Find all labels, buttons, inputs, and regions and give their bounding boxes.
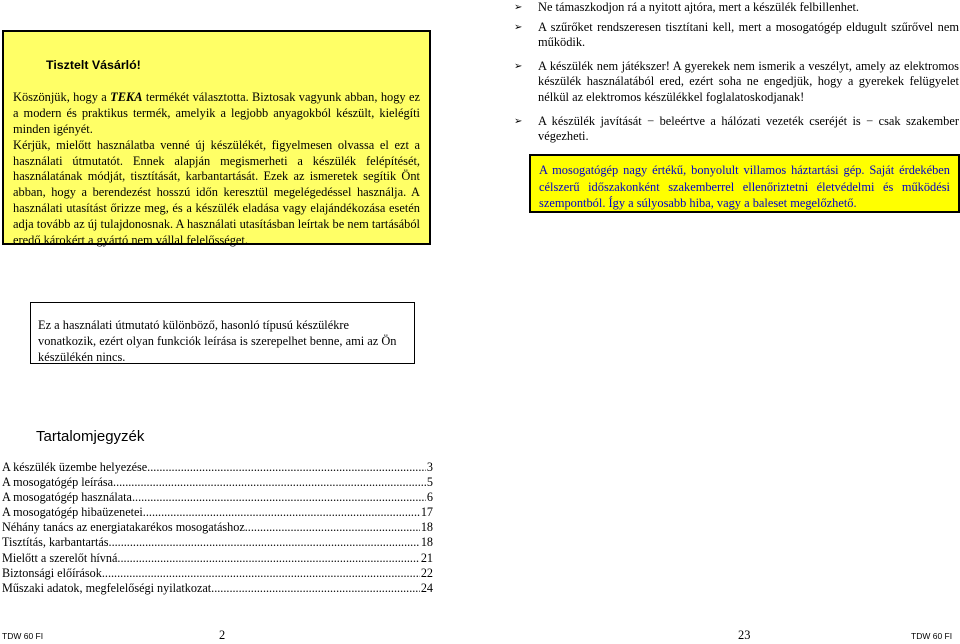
toc-entry-label: Biztonsági előírások xyxy=(2,565,102,580)
bullet-item xyxy=(514,59,959,106)
bullet-item xyxy=(514,0,959,16)
toc-leader-dots xyxy=(143,505,420,520)
toc-entry[interactable] xyxy=(2,520,433,535)
toc-entry-page: 18 xyxy=(420,520,433,535)
toc-entry-label: Műszaki adatok, megfelelőségi nyilatkozat xyxy=(2,580,212,595)
arrow-bullet-icon: ➢ xyxy=(514,60,523,72)
toc-leader-dots xyxy=(109,535,420,550)
toc-leader-dots xyxy=(132,490,426,505)
toc-entry[interactable] xyxy=(2,566,433,581)
toc-entry-label: Néhány tanács az energiatakarékos mosogatáshoz xyxy=(2,520,245,535)
toc-entry[interactable] xyxy=(2,475,433,490)
notice-p1-after: termékét választotta. Biztosak vagyunk abban, hogy ez a modern és praktikus termék, amelyik a legjobb anyagokból készült, kielégíti minden igényét. xyxy=(13,89,420,136)
bullet-text: A készülék nem játékszer! A gyerekek nem ismerik a veszélyt, amely az elektromos készülék használatából ered, ezért soha ne engedjük, hogy a gyerekek felügyelet nélkül az elektromos készülékkel foglalatoskodjanak! xyxy=(538,58,959,104)
toc-entry-label: Mielőtt a szerelőt hívná xyxy=(2,550,118,565)
toc-entry-label: A mosogatógép leírása xyxy=(2,475,114,490)
toc-entry-page: 6 xyxy=(426,490,433,505)
toc-entry-page: 17 xyxy=(420,505,433,520)
safety-bullet-list xyxy=(514,0,959,149)
brand-name: TEKA xyxy=(110,89,143,104)
toc-entry-label: A mosogatógép használata xyxy=(2,490,132,505)
page-number-left: 2 xyxy=(219,628,226,642)
toc-leader-dots xyxy=(147,460,426,475)
notice-p1-before: Köszönjük, hogy a xyxy=(13,89,111,104)
footer-right-model: TDW 60 FI xyxy=(911,631,953,641)
maintenance-warning-box xyxy=(529,154,960,213)
toc-entry-page: 5 xyxy=(426,475,433,490)
toc-leader-dots xyxy=(245,520,420,535)
bullet-text: A szűrőket rendszeresen tisztítani kell, mert a mosogatógép eldugult szűrővel nem működik. xyxy=(538,19,959,50)
arrow-bullet-icon: ➢ xyxy=(514,115,523,127)
manual-scope-note xyxy=(30,302,415,364)
welcome-notice-box xyxy=(2,30,431,248)
toc-leader-dots xyxy=(211,581,420,596)
toc-entry-page: 24 xyxy=(420,580,433,595)
toc-entry-page: 21 xyxy=(420,550,433,565)
bullet-text: Ne támaszkodjon rá a nyitott ajtóra, mert a készülék felbillenhet. xyxy=(538,0,860,14)
toc-leader-dots xyxy=(102,566,420,581)
toc-leader-dots xyxy=(117,551,419,566)
notice-paragraph-1 xyxy=(13,90,420,138)
toc-entry-label: A készülék üzembe helyezése xyxy=(2,460,148,474)
toc-entry-page: 18 xyxy=(420,535,433,550)
toc-entry[interactable] xyxy=(2,490,433,505)
toc-entry[interactable] xyxy=(2,551,433,566)
toc-entry[interactable] xyxy=(2,460,433,475)
toc-entry-label: Tisztítás, karbantartás xyxy=(2,535,109,550)
note-text: Ez a használati útmutató különböző, hasonló típusú készülékre vonatkozik, ezért olyan funkciók leírása is szerepelhet benne, ami az Ön készülékén nincs. xyxy=(38,318,397,364)
bullet-item xyxy=(514,114,959,145)
footer-left-model: TDW 60 FI xyxy=(2,631,44,641)
toc-entry-page: 3 xyxy=(426,460,433,474)
toc-entry-page: 22 xyxy=(420,565,433,580)
toc-title: Tartalomjegyzék xyxy=(36,428,145,445)
arrow-bullet-icon: ➢ xyxy=(514,2,523,13)
table-of-contents xyxy=(2,460,433,596)
page-number-right: 23 xyxy=(738,628,751,642)
notice-paragraph-2: Kérjük, mielőtt használatba venné új készülékét, figyelmesen olvassa el ezt a használati útmutatót. Ennek alapján megismerheti a készülék felépítését, használatának módját, tisztítását, karbantartását. Ezek az ismeretek segítik Önt abban, hogy a berendezést hosszú időn keresztül megelégedéssel használja. A használati utasítást őrizze meg, és a készülék eladása vagy elajándékozása esetén adja tovább az új tulajdonosnak. A használati utasításban leírtak be nem tartásából eredő károkért a gyártó nem vállal felelősséget. xyxy=(13,137,420,248)
toc-entry[interactable] xyxy=(2,505,433,520)
toc-entry[interactable] xyxy=(2,535,433,550)
toc-leader-dots xyxy=(113,475,426,490)
bullet-text: A készülék javítását − beleértve a hálózati vezeték cseréjét is − csak szakember végezheti. xyxy=(538,113,959,144)
toc-entry-label: A mosogatógép hibaüzenetei xyxy=(2,505,143,520)
notice-title: Tisztelt Vásárló! xyxy=(46,58,141,72)
bullet-item xyxy=(514,20,959,51)
arrow-bullet-icon: ➢ xyxy=(514,21,523,33)
toc-entry[interactable] xyxy=(2,581,433,596)
warning-text: A mosogatógép nagy értékű, bonyolult villamos háztartási gép. Saját érdekében célszerű időszakonként szakemberrel ellenőriztetni életvédelmi és működési szempontból. Így a súlyosabb hiba, vagy a baleset megelőzhető. xyxy=(539,163,950,210)
